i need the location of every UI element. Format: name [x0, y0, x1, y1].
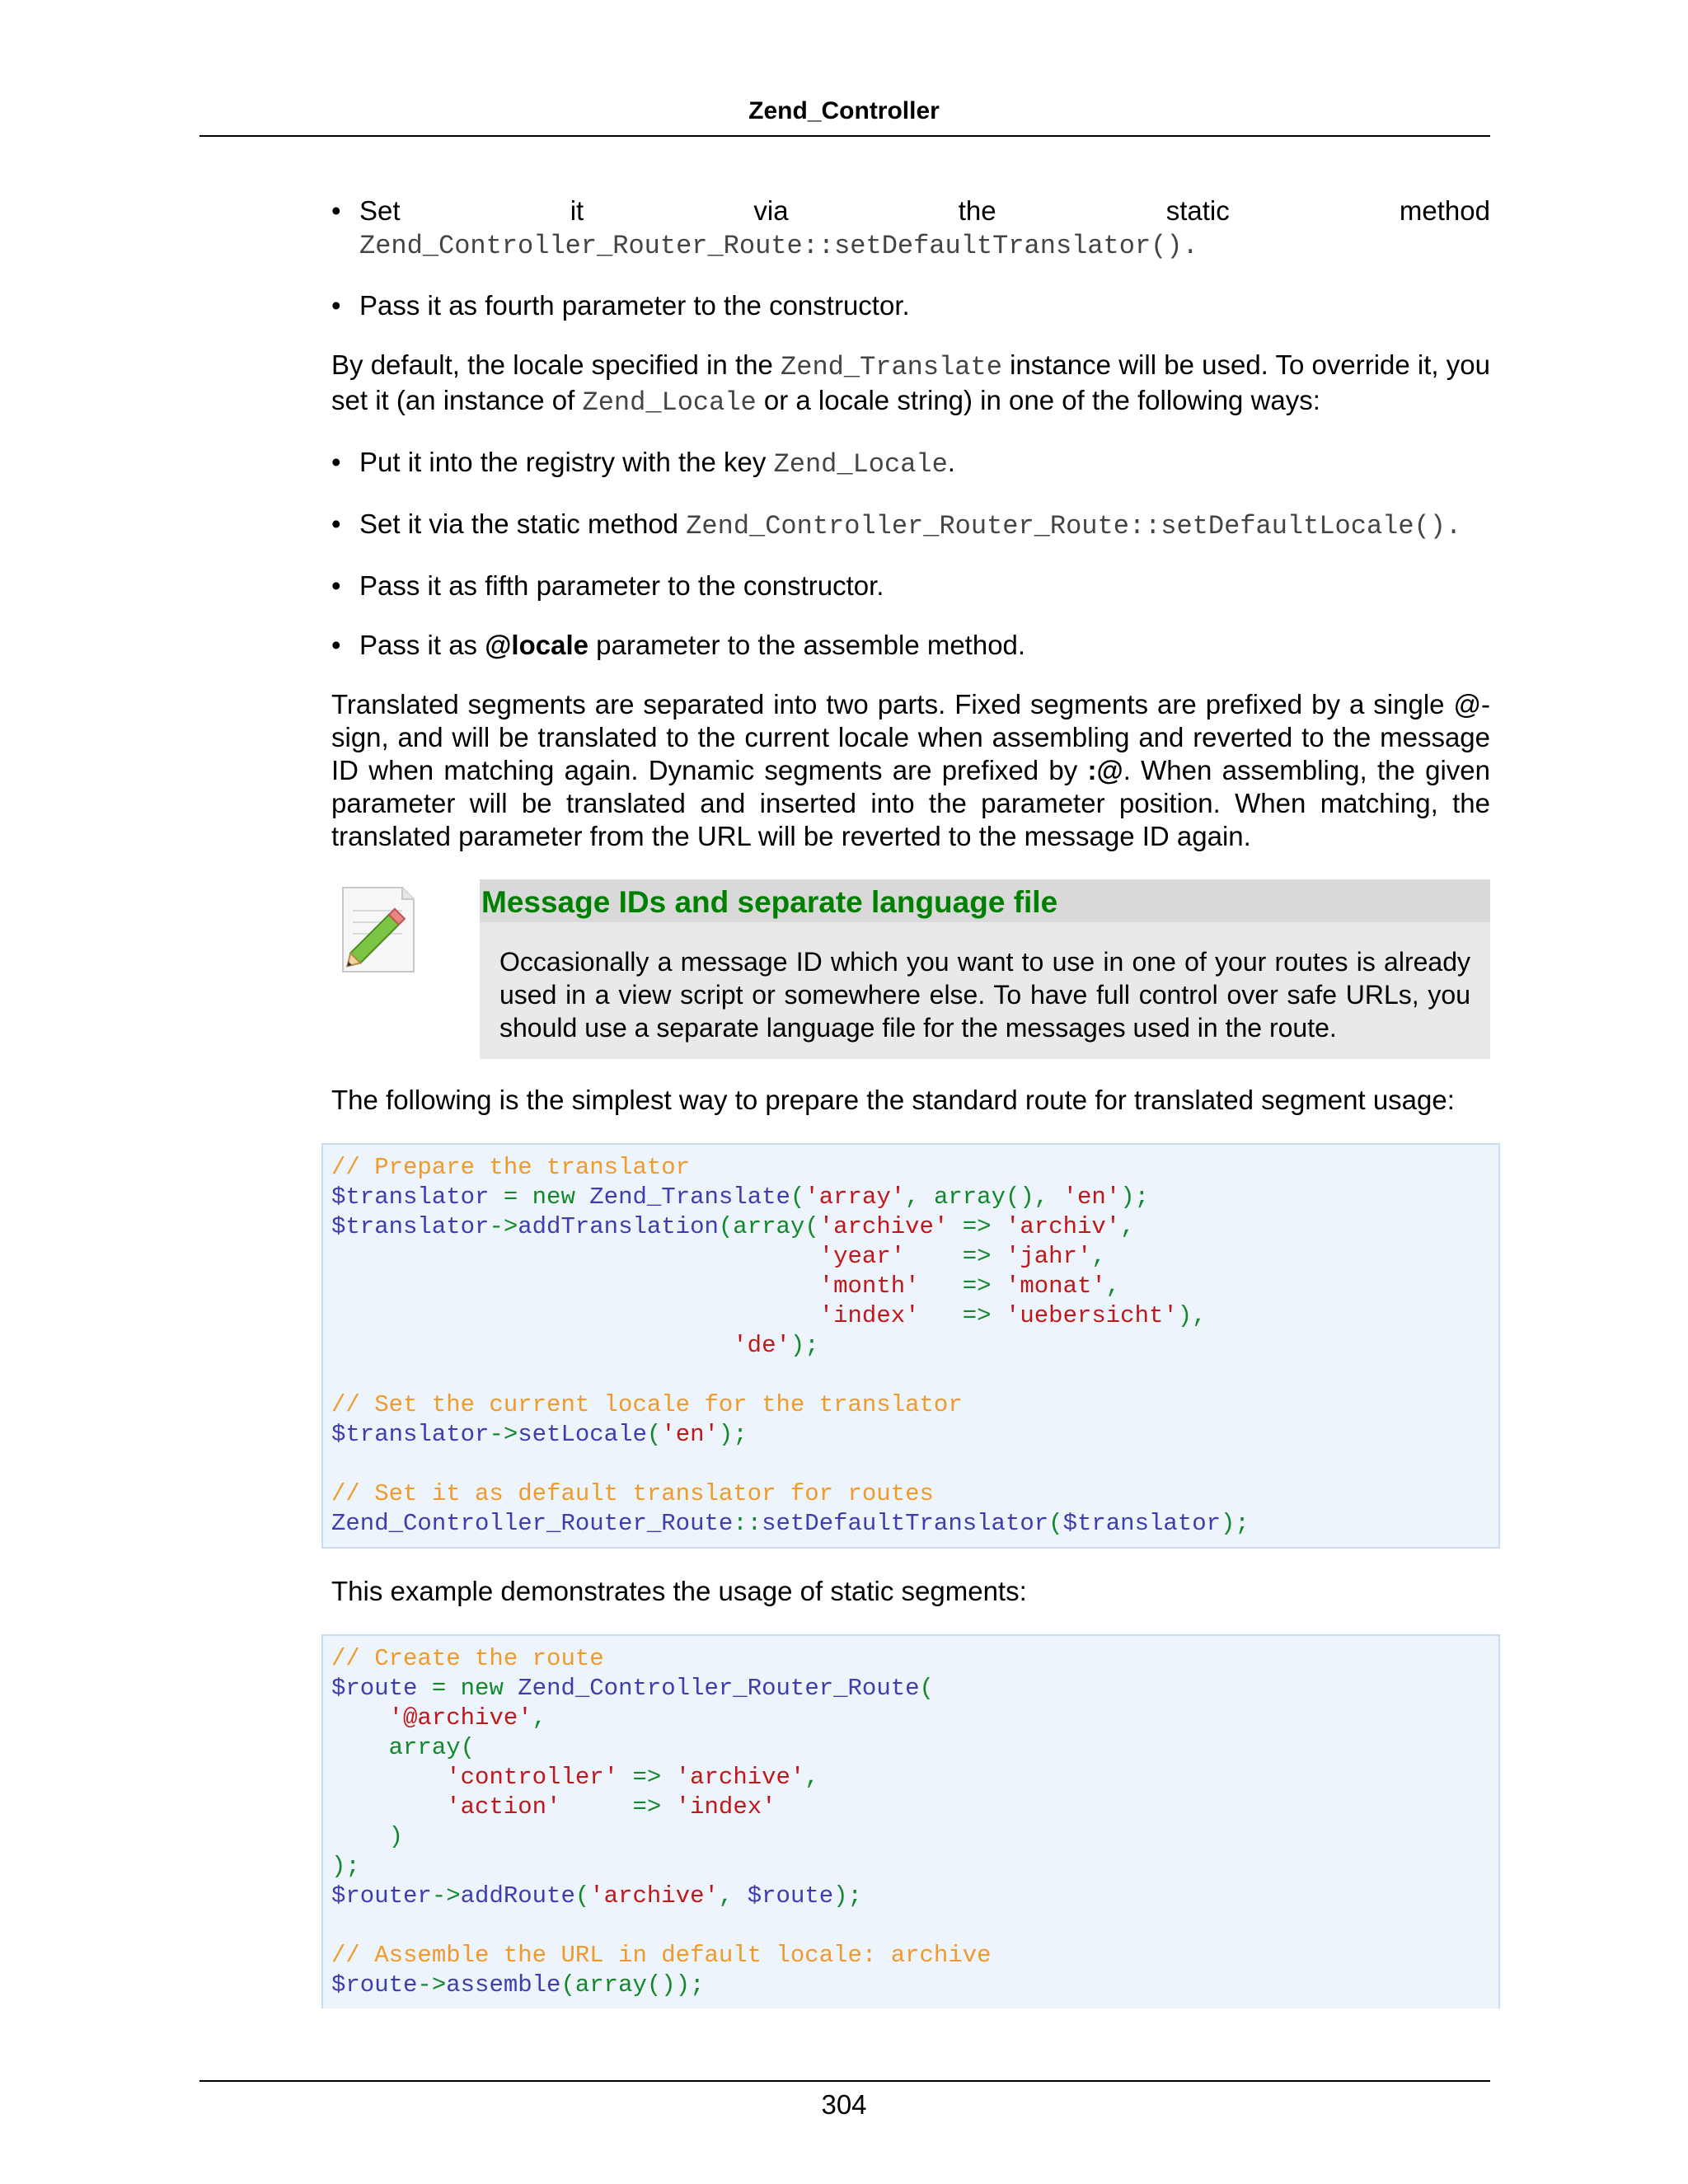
code-line: ); [331, 1853, 360, 1880]
code-line: 'de'); [733, 1332, 819, 1359]
list-item [331, 194, 1490, 263]
justified-line: • Set it via the static method [359, 195, 1490, 226]
note-box [331, 879, 1490, 1059]
translator-options-list [331, 194, 1490, 322]
locale-options-list [331, 446, 1490, 662]
footer-rule [199, 2080, 1490, 2082]
list-item: • Put it into the registry with the key Zend_Locale. [331, 446, 1490, 481]
code-line: // Set the current locale for the translator [331, 1391, 963, 1418]
inline-code: Zend_Controller_Router_Route::setDefaultTranslator(). [359, 231, 1198, 261]
list-item: • Pass it as fifth parameter to the constructor. [331, 569, 1490, 602]
page-content [331, 194, 1490, 2008]
bold-term: :@ [1087, 755, 1123, 785]
inline-code: Zend_Translate [781, 352, 1002, 382]
code-line: $router->addRoute('archive', $route); [331, 1882, 862, 1910]
segments-paragraph: Translated segments are separated into two parts. Fixed segments are prefixed by a single @-sign, and will be translated to the current locale when assembling and reverted to the message ID when matching again. Dynamic segments are prefixed by :@. When assembling, the given parameter will be translated and inserted into the parameter position. When matching, the translated parameter from the URL will be reverted to the message ID again. [331, 689, 1490, 851]
inline-code: Zend_Locale [582, 387, 757, 418]
page-header-title: Zend_Controller [748, 97, 940, 124]
list-item: • Pass it as fourth parameter to the constructor. [331, 289, 1490, 322]
code-line: // Prepare the translator [331, 1154, 691, 1181]
note-title: Message IDs and separate language file [480, 879, 1490, 922]
note-body [480, 879, 1490, 1059]
code-line: 'controller' => 'archive', [446, 1764, 819, 1791]
inline-code: Zend_Locale [773, 449, 948, 480]
locale-paragraph: By default, the locale specified in the Zend_Translate instance will be used. To override it, you set it (an instance of Zend_Locale or a locale string) in one of the following ways: [331, 349, 1490, 418]
page-number: 304 [821, 2089, 867, 2120]
code-block-static-route [321, 1634, 1500, 2008]
code-line: ) [331, 1823, 404, 1850]
code-line: // Set it as default translator for routes [331, 1480, 934, 1507]
code-line: 'index' => 'uebersicht'), [818, 1302, 1207, 1329]
code-line [331, 1911, 1490, 1941]
static-segments-paragraph: This example demonstrates the usage of static segments: [331, 1576, 1027, 1606]
code-line: 'year' => 'jahr', [818, 1243, 1106, 1270]
code-line [331, 1450, 1490, 1479]
code-line: array( [388, 1734, 476, 1761]
inline-code: Zend_Controller_Router_Route::setDefaultLocale(). [686, 511, 1462, 541]
code-line: $route = new Zend_Controller_Router_Route( [331, 1675, 934, 1702]
simplest-way-paragraph: The following is the simplest way to prepare the standard route for translated segment usage: [331, 1085, 1455, 1115]
code-line: $translator->addTranslation(array('archive' => 'archiv', [331, 1213, 1135, 1240]
code-line: 'month' => 'monat', [818, 1272, 1121, 1300]
code-line: Zend_Controller_Router_Route::setDefaultTranslator($translator); [331, 1510, 1250, 1537]
note-text: Occasionally a message ID which you want to use in one of your routes is already used in a view script or somewhere else. To have full control over safe URLs, you should use a separate language file for the messages used in the route. [499, 947, 1470, 1043]
list-item: • Set it via the static method Zend_Controller_Router_Route::setDefaultLocale(). [331, 508, 1490, 543]
code-line: 'action' => 'index' [446, 1793, 776, 1821]
code-line: // Create the route [331, 1645, 604, 1672]
code-line: $translator = new Zend_Translate('array', array(), 'en'); [331, 1183, 1150, 1211]
code-line: '@archive', [388, 1704, 547, 1732]
header-rule [199, 135, 1490, 137]
code-line: $translator->setLocale('en'); [331, 1421, 748, 1448]
bold-term: @locale [485, 630, 588, 660]
note-pencil-icon [331, 883, 422, 980]
code-block-translator [321, 1143, 1500, 1549]
code-line [331, 1361, 1490, 1390]
list-item: • Pass it as @locale parameter to the assemble method. [331, 629, 1490, 662]
code-line: $route->assemble(array()); [331, 1971, 705, 1999]
code-line: // Assemble the URL in default locale: archive [331, 1942, 992, 1969]
